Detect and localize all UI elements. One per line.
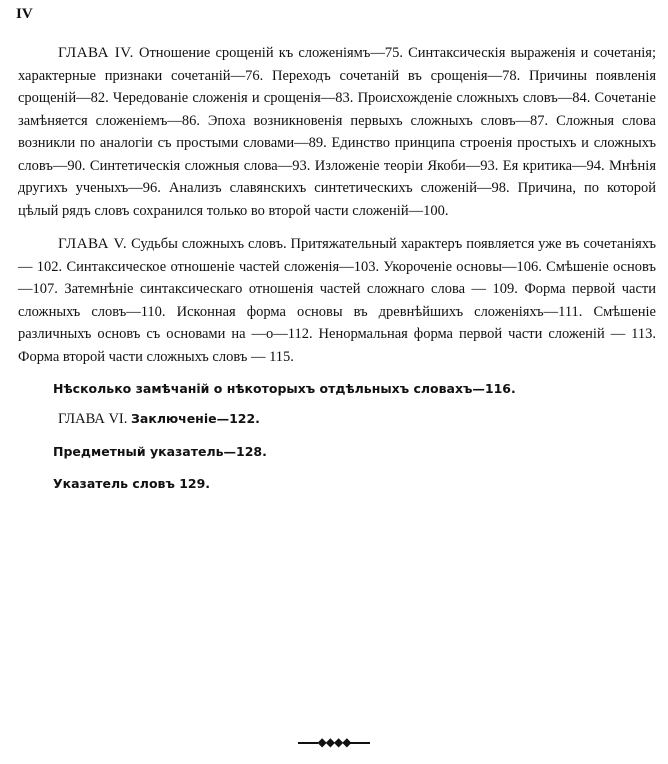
chapter-6-label: ГЛАВА VI. (58, 411, 128, 427)
subject-index-entry: Предметный указатель—128. (53, 444, 267, 459)
chapter-4-entry (18, 42, 656, 222)
chapter-4-label: ГЛАВА IV. (58, 45, 134, 61)
chapter-5-text: Судьбы сложныхъ словъ. Притяжательный характеръ появляется уже въ сочетаніяхъ — 102. Синтаксическое отношеніе частей сложенія—103. Укороченіе основы—106. Смѣшеніе основъ—107. Затемнѣніе синтаксическаго отношенія частей сложнаго слова — 109. Форма первой части сложныхъ словъ—110. Исконная форма основы въ древнѣйшихъ сложеніяхъ—111. Смѣшеніе различныхъ основъ съ основами на —о—112. Ненормальная форма первой части сложеній — 113. Форма второй части сложныхъ словъ — 115. (18, 236, 657, 365)
ornament-diamonds: ◆◆◆◆ (317, 735, 351, 749)
chapter-6-entry (58, 411, 656, 428)
table-of-contents (18, 42, 656, 506)
chapter-5-entry (18, 233, 656, 368)
chapter-4-text: Отношение срощеній къ сложеніямъ—75. Синтаксическія выраженія и сочетанія; характерные признаки сочетаній—76. Переходъ сочетаній въ срощенія—78. Причины появленія срощеній—82. Чередованіе сложенія и срощенія—83. Происхожденіе сложныхъ словъ—84. Сочетаніе замѣняется сложеніемъ—86. Эпоха возникновенія первыхъ сложныхъ словъ—87. Сложныя слова возникли по аналогіи съ простыми словами—89. Единство принципа строенія простыхъ и сложныхъ словъ—90. Синтетическія сложныя слова—93. Изложеніе теоріи Якоби—93. Ея критика—94. Мнѣнія другихъ ученыхъ—96. Анализъ славянскихъ синтетическихъ сложеній—98. Причина, по которой цѣлый рядъ словъ сохранился только во второй части сложеній—100. (18, 45, 656, 219)
ornament (0, 735, 668, 749)
word-index-entry: Указатель словъ 129. (53, 476, 211, 491)
chapter-6-text: Заключеніе—122. (131, 411, 260, 426)
notes-entry: Нѣсколько замѣчаній о нѣкоторыхъ отдѣльныхъ словахъ—116. (53, 381, 516, 396)
chapter-5-label: ГЛАВА V. (58, 236, 128, 252)
page-number: IV (16, 6, 33, 22)
ornament-line-right (350, 742, 370, 744)
ornament-line-left (298, 742, 318, 744)
